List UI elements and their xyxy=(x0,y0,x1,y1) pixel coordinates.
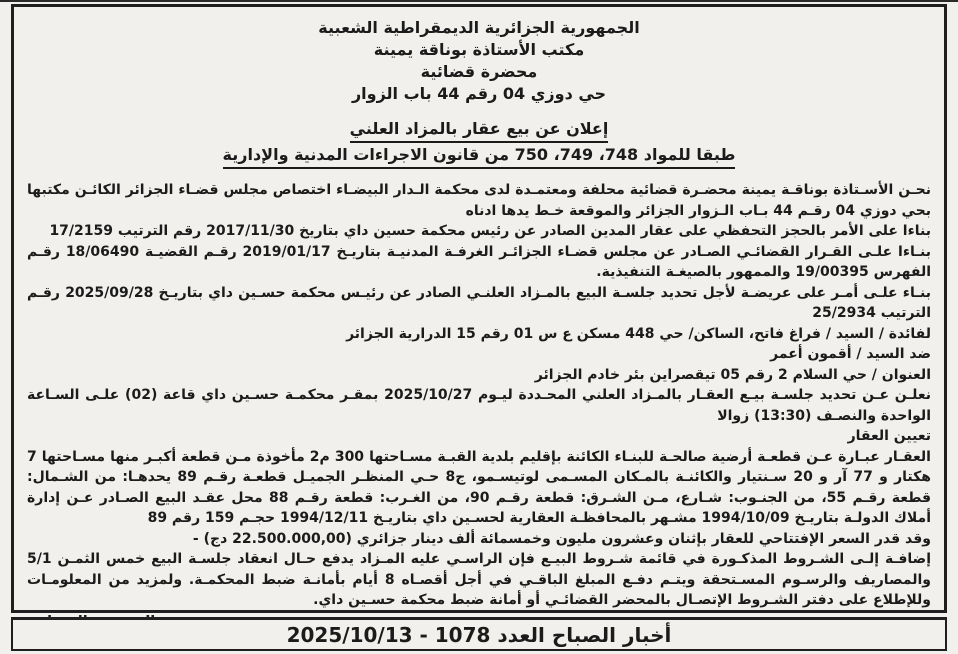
legal-basis-line: طبقا للمواد 748، 749، 750 من قانون الاجراءات المدنية والإدارية xyxy=(27,143,931,169)
footer-issue-date: أخبار الصباح العدد 1078 - 2025/10/13 xyxy=(286,622,672,647)
paragraph-address: العنوان / حي السلام 2 رقم 05 تيقصراين بئر خادم الجزائر xyxy=(534,366,931,383)
header-line-republic: الجمهورية الجزائرية الديمقراطية الشعبية xyxy=(318,18,640,37)
paragraph-against: ضد السيد / أقمون أعمر xyxy=(770,346,931,362)
header-line-bailiff: محضرة قضائية xyxy=(420,62,538,81)
document-body xyxy=(27,180,931,632)
announcement-title: إعلان عن بيع عقار بالمزاد العلني xyxy=(27,117,931,143)
paragraph-session-announcement: نعلـن عـن تحديد جلسـة بيـع العقـار بالمـزاد العلني المحـددة ليـوم 2025/10/27 بمقـر محكمـة حسـين داي قاعة (02) علـى السـاعة الواحدة والنصـف (13:30) زوالا xyxy=(27,387,931,424)
header-line-office: مكتب الأستاذة بوناقة يمينة xyxy=(373,40,585,59)
paragraph-sale-conditions: إضافـة إلـى الشـروط المذكـورة في قائمة شـروط البيـع فإن الراسـي عليه المـزاد يدفع حـال انعقاد جلسـة البيع خمس الثمـن 5/1 والمصاريف والرسـوم المسـتحقة ويتـم دفـع المبلغ الباقـي في أجل أقصـاه 8 أيام بأمانـة ضبط المحكمـة. ولمزيد من المعلومـات وللإطلاع على دفتر الشـروط الإتصـال بالمحضر القضائـي أو أمانة ضبط محكمة حسـين داي. xyxy=(27,551,932,608)
paragraph-intro: نحـن الأسـتاذة بوناقـة يمينة محضـرة قضائية محلفة ومعتمـدة لدى محكمة الـدار البيضـاء اختصاص مجلس قضـاء الجزائر الكائـن مكتبها بحي دوزي 04 رقـم 44 بـاب الـزوار الجزائر والموقعة خـط يدها ادناه xyxy=(27,182,931,219)
scan-edge-line xyxy=(0,0,958,2)
title-block xyxy=(27,117,931,169)
paragraph-petition-order: بنـاء علـى أمـر على عريضـة لأجل تحديد جلسـة البيع بالمـزاد العلنـي الصادر عن رئيـس محكمة حسـين داي بتاريـخ 2025/09/28 رقـم الترتيب 25/2934 xyxy=(27,284,931,321)
paragraph-property-description: العقـار عبـارة عـن قطعـة أرضية صالحـة للبنـاء الكائنة بإقليم بلدية القبـة مسـاحتها 300 م2 مأخوذة مـن قطعة أكبـر منها مسـاحتها 7 هكتار و 77 آر و 20 سـنتيار والكائنـة بالمـكان المسـمى لوتيسـمو، ج8 حـي المنظـر الجميـل قطعـة رقـم 89 يحدهـا: من الشـمال: قطعة رقـم 55، من الجنـوب: شـارع، مـن الشـرق: قطعة رقـم 90، من الغـرب: قطعة رقـم 88 محل عقـد البيع الصـادر عـن إدارة أملاك الدولـة بتاريـخ 1994/10/09 مشـهر بالمحافظـة العقارية لحسـين داي بتاريـخ 1994/12/11 حجـم 159 رقم 89 xyxy=(27,448,931,526)
document-header xyxy=(27,17,931,105)
paragraph-court-decision: بنـاءا علـى القـرار القضائـي الصـادر عن مجلس قضـاء الجزائـر الغرفـة المدنيـة بتاريـخ 2019/01/17 رقـم القضيـة 18/06490 رقـم الفهرس 19/00395 والممهور بالصيغـة التنفيذية. xyxy=(27,243,931,280)
newspaper-footer-banner xyxy=(11,617,947,651)
paragraph-opening-price: وقد قدر السعر الإفتتاحي للعقار بإثنان وعشرون مليون وخمسمائة ألف دينار جزائري (22.500.000,00 دج) - xyxy=(192,530,931,547)
paragraph-beneficiary: لفائدة / السيد / فراغ فاتح، الساكن/ حي 448 مسكن ع س 01 رقم 15 الدرارية الجزائر xyxy=(346,325,931,342)
header-line-address: حي دوزي 04 رقم 44 باب الزوار xyxy=(351,84,607,103)
heading-property-designation: تعيين العقار xyxy=(847,428,931,444)
document-frame xyxy=(11,4,947,613)
paragraph-seizure-order: بناءا على الأمر بالحجز التحفظي على عقار المدين الصادر عن رئيس محكمة حسين داي بتاريخ 2017/11/30 رقم الترتيب 17/2159 xyxy=(49,223,931,239)
